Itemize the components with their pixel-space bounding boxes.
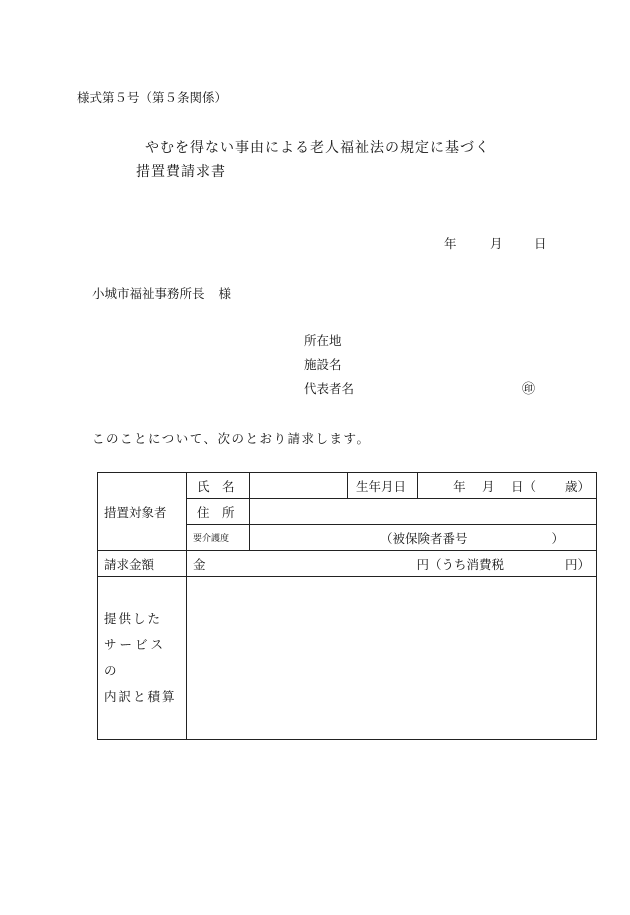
amount-prefix: 金 <box>193 556 206 572</box>
date-day: 日 <box>534 236 547 251</box>
breakdown-label <box>98 577 187 740</box>
insured-number-label: （被保険者番号 <box>380 530 468 546</box>
name-label: 氏 名 <box>187 473 250 499</box>
addressee-office: 小城市福祉事務所長 <box>92 286 205 301</box>
breakdown-label-line3: 内訳と積算 <box>104 689 177 704</box>
name-field[interactable] <box>250 473 348 499</box>
breakdown-field[interactable] <box>187 577 597 740</box>
amount-yen-label: 円（うち消費税 <box>416 556 504 572</box>
table-row <box>98 577 597 740</box>
breakdown-label-line2: サービスの <box>104 637 167 678</box>
addressee <box>92 284 231 302</box>
date-line <box>444 234 547 252</box>
table-row <box>98 473 597 499</box>
address-row-label: 住 所 <box>187 499 250 525</box>
date-month: 月 <box>490 236 503 251</box>
seal-mark: ㊞ <box>522 382 536 397</box>
intro-text: このことについて、次のとおり請求します。 <box>92 431 371 446</box>
care-level-field[interactable] <box>250 525 597 551</box>
document-title-line1: やむを得ない事由による老人福祉法の規定に基づく <box>145 140 490 156</box>
facility-label: 施設名 <box>304 357 342 372</box>
breakdown-label-line1: 提供した <box>104 611 163 626</box>
table-row <box>98 551 597 577</box>
birth-label: 生年月日 <box>348 473 418 499</box>
document-title-line2: 措置費請求書 <box>136 164 226 180</box>
amount-label: 請求金額 <box>98 551 187 577</box>
representative-label: 代表者名 <box>304 381 355 396</box>
addressee-honorific: 様 <box>218 286 232 301</box>
address-label: 所在地 <box>304 333 342 348</box>
insured-number-close: ） <box>551 530 564 546</box>
amount-field[interactable] <box>187 551 597 577</box>
subject-label: 措置対象者 <box>98 473 187 551</box>
amount-tax-yen-label: 円） <box>564 556 590 572</box>
care-level-label: 要介護度 <box>187 525 250 551</box>
date-year: 年 <box>444 236 457 251</box>
birth-field[interactable]: 年 月 日（ 歳） <box>418 473 597 499</box>
address-field[interactable] <box>250 499 597 525</box>
form-number: 様式第５号（第５条関係） <box>77 90 228 105</box>
claim-table <box>97 472 597 740</box>
